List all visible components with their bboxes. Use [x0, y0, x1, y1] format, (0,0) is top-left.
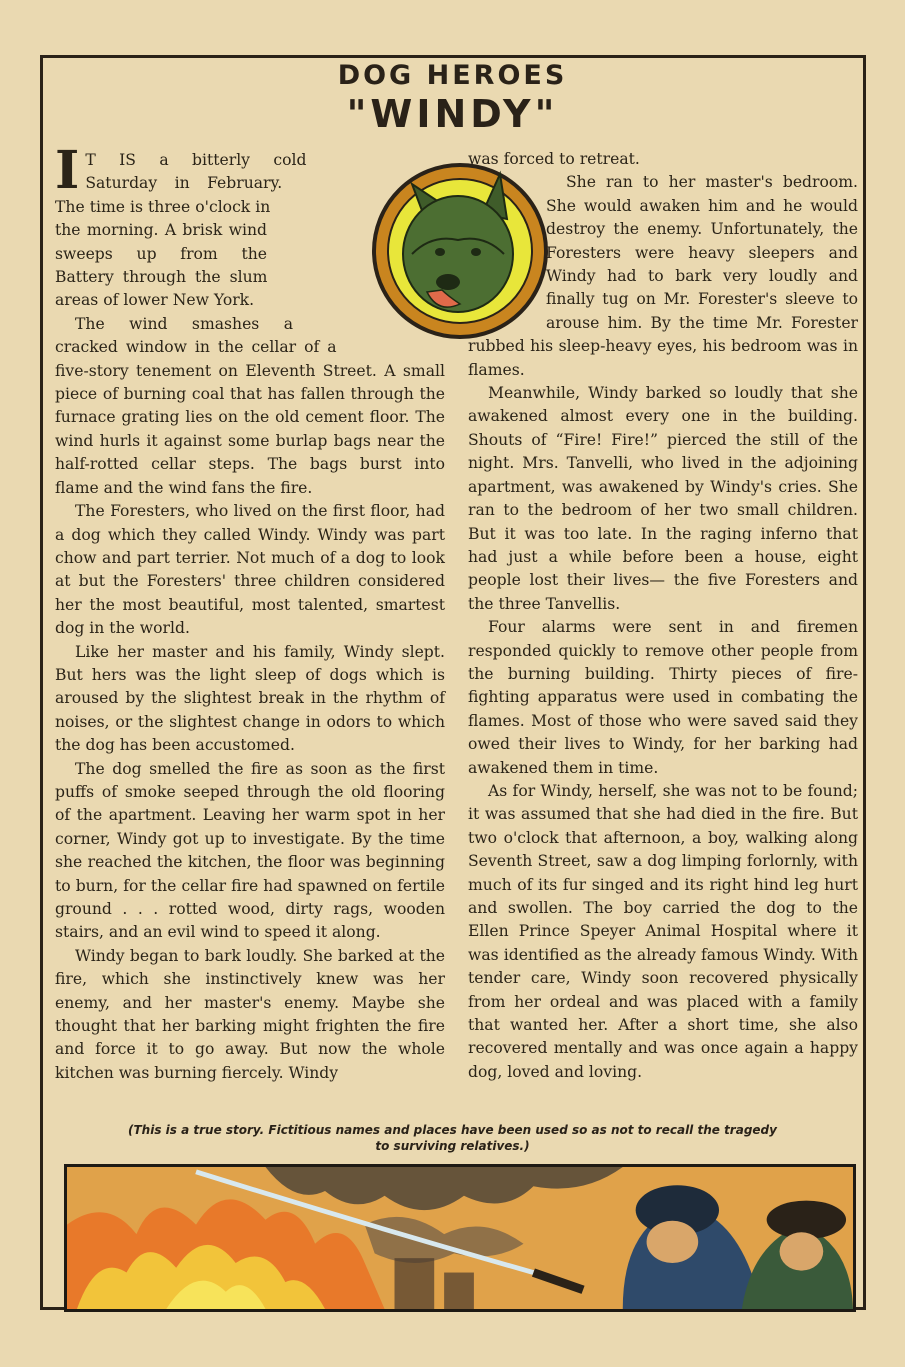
- story-paragraph: The wind smashes a cracked window in the cellar of a five-story tenement on Eleventh Street. A small piece of burning coal that has fallen through the furnace grating lies on the old cement floor. The wind hurls it against some burlap bags near the half-rotted cellar steps. The bags burst into flame and the wind fans the fire.: [55, 314, 445, 497]
- story-paragraph: Windy began to bark loudly. She barked at the fire, which she instinctively knew was her enemy, and her master's enemy. Maybe she thought that her barking might frighten the fire and force it to go away. But now the whole kitchen was burning fiercely. Windy: [55, 946, 445, 1082]
- story-paragraph-text: T IS a bitterly cold Saturday in February. The time is three o'clock in the morning. A brisk wind sweeps up from the Battery through the slum areas of lower New York.: [55, 151, 307, 310]
- story-paragraph: She ran to her master's bedroom. She would awaken him and he would destroy the enemy. Unfortunately, the Foresters were heavy sleepers and Windy had to bark very loudly and finally tug on Mr. Forester's sleeve to arouse him. By the time Mr. Forester rubbed his sleep-heavy eyes, his bedroom was in flames.: [468, 173, 858, 379]
- story-column-right: [468, 148, 858, 1084]
- footnote-line: (This is a true story. Fictitious names and places have been used so as not to recall the tragedy: [128, 1123, 777, 1137]
- drop-cap: I: [55, 140, 80, 201]
- story-column-left: [55, 140, 445, 1085]
- story-title: "WINDY": [346, 92, 559, 136]
- story-paragraph: As for Windy, herself, she was not to be found; it was assumed that she had died in the fire. But two o'clock that afternoon, a boy, walking along Seventh Street, saw a dog limping forlornly, with much of its fur singed and its right hind leg hurt and swollen. The boy carried the dog to the Ellen Prince Speyer Animal Hospital where it was identified as the already famous Windy. With tender care, Windy soon recovered physically from her ordeal and was placed with a family that wanted her. After a short time, she also recovered mentally and was once again a happy dog, loved and loving.: [468, 781, 858, 1081]
- footnote-line: to surviving relatives.): [375, 1139, 530, 1153]
- story-paragraph: The Foresters, who lived on the first floor, had a dog which they called Windy. Windy was part chow and part terrier. Not much of a dog to look at but the Foresters' three children considered her the most beautiful, most talented, smartest dog in the world.: [55, 502, 445, 638]
- firefighting-illustration: [64, 1164, 856, 1312]
- story-paragraph: was forced to retreat.: [468, 150, 640, 168]
- story-paragraph: Meanwhile, Windy barked so loudly that she awakened almost every one in the building. Shouts of “Fire! Fire!” pierced the still of the night. Mrs. Tanvelli, who lived in the adjoining apartment, was awakened by Windy's cries. She ran to the bedroom of her two small children. But it was too late. In the raging inferno that had just a while before been a house, eight people lost their lives— the five Foresters and the three Tanvellis.: [468, 384, 858, 613]
- portrait-wrap-space: [446, 146, 536, 354]
- story-paragraph: The dog smelled the fire as soon as the first puffs of smoke seeped through the old flooring of the apartment. Leaving her warm spot in her corner, Windy got up to investigate. By the time she reached the kitchen, the floor was beginning to burn, for the cellar fire had spawned on fertile ground . . . rotted wood, dirty rags, wooden stairs, and an evil wind to speed it along.: [55, 759, 445, 942]
- true-story-note: [0, 1122, 905, 1154]
- portrait-wrap-space: [277, 149, 453, 343]
- story-paragraph: Like her master and his family, Windy slept. But hers was the light sleep of dogs which is aroused by the slightest break in the rhythm of noises, or the slightest change in odors to which the dog has been accustomed.: [55, 642, 445, 755]
- story-paragraph: Four alarms were sent in and firemen responded quickly to remove other people from the burning building. Thirty pieces of fire-fighting apparatus were used in combating the flames. Most of those who were saved said they owed their lives to Windy, for her barking had awakened them in time.: [468, 618, 858, 777]
- section-kicker: DOG HEROES: [337, 60, 568, 91]
